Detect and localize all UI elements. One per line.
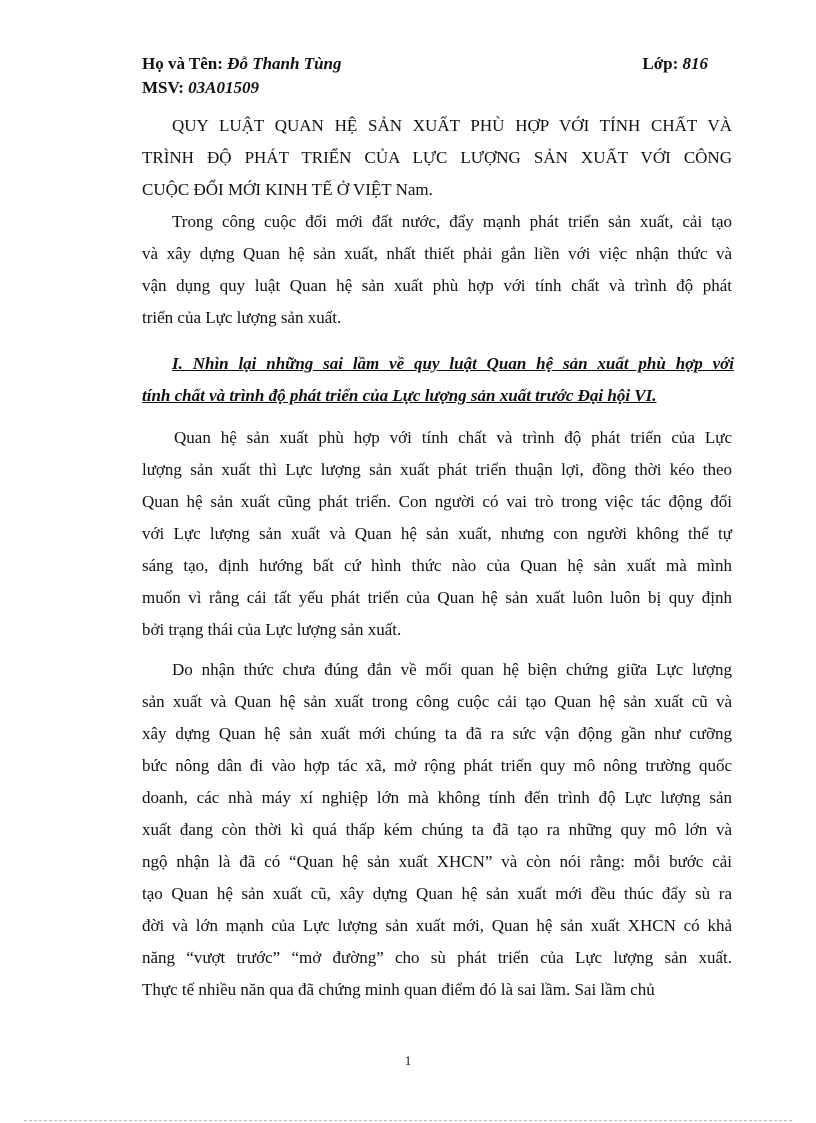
text-line: triển của Lực lượng sản xuất. [142, 308, 342, 327]
title-line: QUY LUẬT QUAN HỆ SẢN XUẤT PHÙ HỢP VỚI TÍNH CHẤT VÀ [172, 116, 732, 135]
text-line: xây dựng Quan hệ sản xuất mới chúng ta đã ra sức vận động gần như cưỡng [142, 724, 732, 743]
section-heading [142, 348, 734, 412]
heading-line: I. Nhìn lại những sai lầm về quy luật Quan hệ sản xuất phù hợp với [172, 354, 734, 373]
heading-line: tính chất và trình độ phát triển của Lực lượng sản xuất trước Đại hội VI. [142, 386, 657, 405]
page-number: 1 [404, 1053, 412, 1068]
page-bottom-divider [24, 1120, 792, 1121]
student-header [142, 52, 708, 100]
text-line: tạo Quan hệ sản xuất cũ, xây dựng Quan hệ sản xuất mới đều thúc đẩy sù ra [142, 884, 732, 903]
text-line: Quan hệ sản xuất cũng phát triển. Con người có vai trò trong việc tác động đối [142, 492, 732, 511]
student-msv [142, 76, 259, 100]
text-line: bức nông dân đi vào hợp tác xã, mở rộng phát triển quy mô nông trường quốc [142, 756, 732, 775]
intro-paragraph [142, 206, 732, 334]
text-line: Trong công cuộc đổi mới đất nước, đẩy mạnh phát triển sản xuất, cải tạo [172, 212, 732, 231]
class-label: Lớp: [642, 54, 679, 73]
title-line: TRÌNH ĐỘ PHÁT TRIỂN CỦA LỰC LƯỢNG SẢN XUẤT VỚI CÔNG [142, 148, 732, 167]
student-name [142, 52, 342, 76]
text-line: Do nhận thức chưa đúng đắn về mối quan hệ biện chứng giữa Lực lượng [172, 660, 732, 679]
section-paragraph-1 [142, 422, 732, 646]
text-line: sáng tạo, định hướng bất cứ hình thức nào của Quan hệ sản xuất mà mình [142, 556, 732, 575]
msv-value: 03A01509 [188, 78, 259, 97]
document-title [142, 110, 732, 206]
section-paragraph-2 [142, 654, 732, 1006]
class-value: 816 [682, 54, 708, 73]
text-line: bởi trạng thái của Lực lượng sản xuất. [142, 620, 402, 639]
text-line: với Lực lượng sản xuất và Quan hệ sản xuất, nhưng con người không thể tự [142, 524, 732, 543]
text-line: và xây dựng Quan hệ sản xuất, nhất thiết phải gắn liền với việc nhận thức và [142, 244, 732, 263]
text-line: sản xuất và Quan hệ sản xuất trong công cuộc cải tạo Quan hệ sản xuất cũ và [142, 692, 732, 711]
text-line: muốn vì rằng cái tất yếu phát triển của Quan hệ sản xuất luôn luôn bị quy định [142, 588, 732, 607]
text-line: Thực tế nhiều năn qua đã chứng minh quan điểm đó là sai lầm. Sai lầm chủ [142, 980, 655, 999]
name-value: Đỗ Thanh Tùng [227, 54, 342, 73]
text-line: doanh, các nhà máy xí nghiệp lớn mà không tính đến trình độ Lực lượng sản [142, 788, 732, 807]
text-line: đời và lớn mạnh của Lực lượng sản xuất mới, Quan hệ sản xuất XHCN có khả [142, 916, 732, 935]
text-line: lượng sản xuất thì Lực lượng sản xuất phát triển thuận lợi, đồng thời kéo theo [142, 460, 732, 479]
text-line: ngộ nhận là đã có “Quan hệ sản xuất XHCN” và còn nói rằng: mỗi bước cải [142, 852, 732, 871]
title-line: CUỘC ĐỔI MỚI KINH TẾ Ở VIỆT Nam. [142, 180, 433, 199]
name-label: Họ và Tên: [142, 54, 223, 73]
text-line: năng “vượt trước” “mở đường” cho sù phát triển của Lực lượng sản xuất. [142, 948, 732, 967]
text-line: vận dụng quy luật Quan hệ sản xuất phù hợp với tính chất và trình độ phát [142, 276, 732, 295]
student-class [642, 52, 708, 76]
text-line: Quan hệ sản xuất phù hợp với tính chất và trình độ phát triển của Lực [174, 428, 732, 447]
msv-label: MSV: [142, 78, 184, 97]
text-line: xuất đang còn thời kì quá thấp kém chúng ta đã tạo ra những quy mô lớn và [142, 820, 732, 839]
